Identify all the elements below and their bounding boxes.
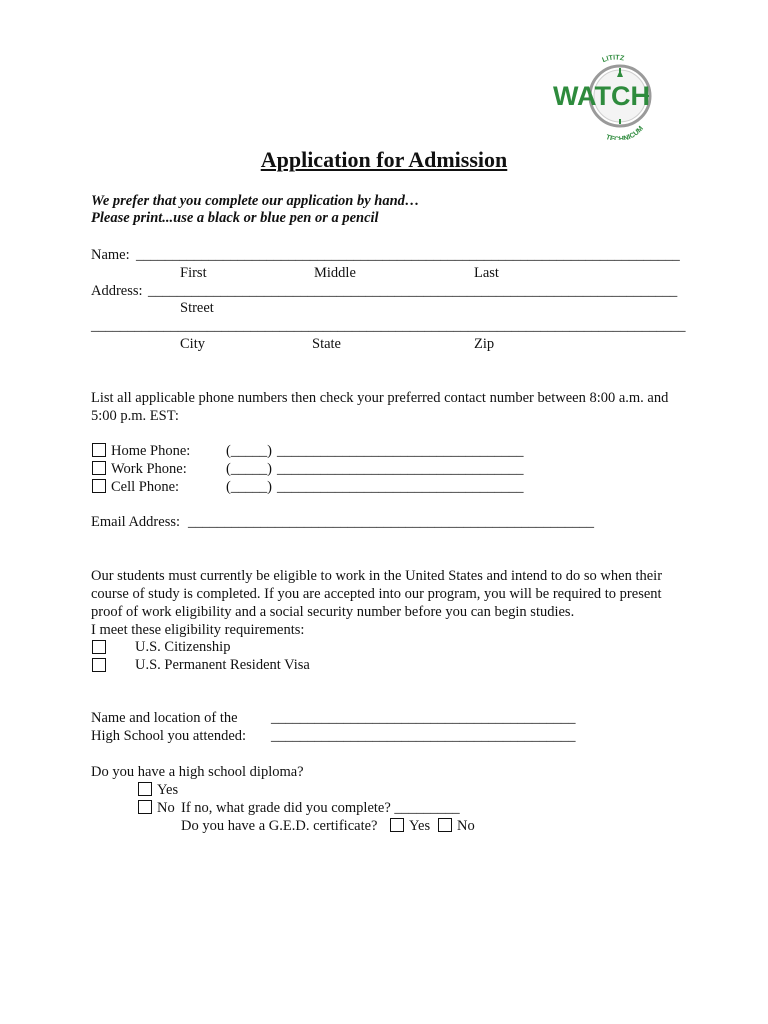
cell-phone-number-field[interactable]: __________________________________ — [277, 479, 524, 495]
name-label: Name: — [91, 247, 130, 263]
work-phone-number-field[interactable]: __________________________________ — [277, 461, 524, 477]
logo-top-text: LITITZ — [601, 54, 625, 65]
work-phone-checkbox[interactable] — [92, 461, 106, 475]
address-label: Address: — [91, 283, 143, 299]
resident-visa-label: U.S. Permanent Resident Visa — [135, 657, 310, 673]
eligibility-paragraph: Our students must currently be eligible to work in the United States and intend to do so when their course of study is completed. If you are accepted into our program, you will be required to present proof of work eligibility and a social security number before you can begin studies. — [91, 568, 663, 620]
email-field[interactable]: ________________________________________________________ — [188, 514, 594, 530]
diploma-yes-checkbox[interactable] — [138, 782, 152, 796]
diploma-question: Do you have a high school diploma? — [91, 764, 304, 780]
home-phone-number-field[interactable]: __________________________________ — [277, 443, 524, 459]
high-school-location-field[interactable]: __________________________________________ — [271, 728, 576, 744]
high-school-name-field[interactable]: __________________________________________ — [271, 710, 576, 726]
cell-phone-label: Cell Phone: — [111, 479, 180, 495]
grade-completed-question[interactable]: If no, what grade did you complete? _________ — [181, 800, 460, 816]
ged-no-checkbox[interactable] — [438, 818, 452, 832]
home-phone-area-code[interactable]: (_____) — [226, 443, 272, 459]
name-field[interactable]: ___________________________________________________________________________ — [136, 247, 680, 263]
address-street-label: Street — [180, 300, 214, 316]
address-street-field[interactable]: _________________________________________________________________________ — [148, 283, 678, 299]
home-phone-checkbox[interactable] — [92, 443, 106, 457]
home-phone-label: Home Phone: — [111, 443, 191, 459]
diploma-no-checkbox[interactable] — [138, 800, 152, 814]
high-school-label-2: High School you attended: — [91, 728, 247, 744]
citizenship-checkbox[interactable] — [92, 640, 106, 654]
address-zip-label: Zip — [474, 336, 495, 352]
email-label: Email Address: — [91, 514, 181, 530]
diploma-no-label: No — [157, 800, 175, 816]
high-school-label-1: Name and location of the — [91, 710, 238, 726]
ged-yes-label: Yes — [409, 818, 431, 834]
eligibility-statement: I meet these eligibility requirements: — [91, 622, 305, 638]
logo-bottom-text: TECHNICUM — [604, 125, 645, 140]
svg-text:LITITZ — [601, 55, 625, 65]
name-last-label: Last — [474, 265, 499, 281]
cell-phone-checkbox[interactable] — [92, 479, 106, 493]
page-title: Application for Admission — [260, 147, 508, 172]
address-city-label: City — [180, 336, 205, 352]
name-middle-label: Middle — [314, 265, 356, 281]
phone-instructions: List all applicable phone numbers then check your preferred contact number between 8:00 a.m. and 5:00 p.m. EST: — [91, 390, 669, 424]
work-phone-area-code[interactable]: (_____) — [226, 461, 272, 477]
cell-phone-area-code[interactable]: (_____) — [226, 479, 272, 495]
diploma-yes-label: Yes — [157, 782, 179, 798]
watch-logo-icon — [548, 50, 658, 140]
address-state-label: State — [312, 336, 341, 352]
work-phone-label: Work Phone: — [111, 461, 187, 477]
svg-text:TECHNICUM — [605, 125, 645, 140]
resident-visa-checkbox[interactable] — [92, 658, 106, 672]
school-logo — [548, 50, 658, 140]
citizenship-label: U.S. Citizenship — [135, 639, 231, 655]
intro-line-1: We prefer that you complete our application by hand… — [91, 193, 420, 209]
address-city-field[interactable]: __________________________________________________________________________________ — [91, 318, 686, 334]
logo-main-text: WATCH — [553, 81, 650, 111]
name-first-label: First — [180, 265, 207, 281]
intro-line-2: Please print...use a black or blue pen or a pencil — [91, 210, 379, 226]
ged-question: Do you have a G.E.D. certificate? — [181, 818, 378, 834]
ged-yes-checkbox[interactable] — [390, 818, 404, 832]
ged-no-label: No — [457, 818, 475, 834]
